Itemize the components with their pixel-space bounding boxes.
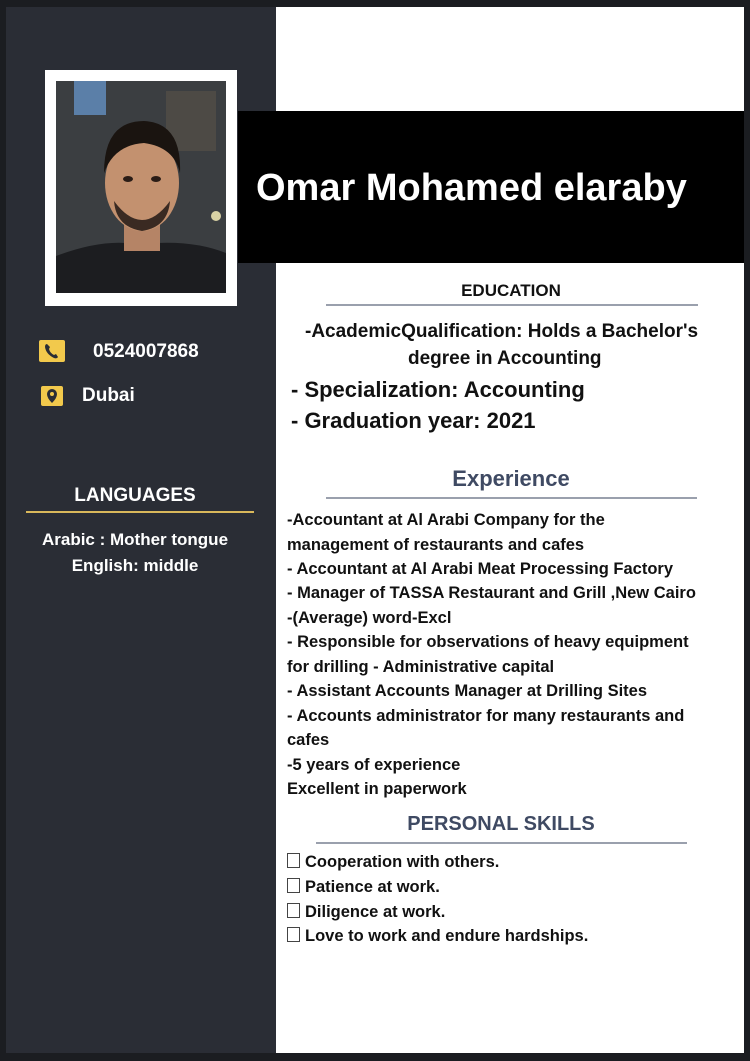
education-divider <box>326 304 698 306</box>
education-title: EDUCATION <box>461 281 561 300</box>
name-banner <box>238 111 744 263</box>
profile-photo <box>56 81 226 293</box>
phone-icon <box>39 340 65 362</box>
language-item: Arabic : Mother tongue <box>41 530 229 549</box>
map-pin-icon <box>41 386 63 406</box>
languages-divider <box>26 511 254 513</box>
experience-line: for drilling - Administrative capital <box>287 658 555 676</box>
resume-page <box>6 7 744 1053</box>
experience-line: - Assistant Accounts Manager at Drilling Sites <box>287 682 648 700</box>
experience-title: Experience <box>452 466 570 491</box>
skill-item <box>287 853 499 872</box>
checkbox-icon <box>287 878 300 893</box>
experience-line: -5 years of experience <box>287 756 461 774</box>
checkbox-icon <box>287 903 300 918</box>
education-graduation: - Graduation year: 2021 <box>291 408 536 433</box>
experience-line: cafes <box>287 731 330 749</box>
experience-divider <box>326 497 697 499</box>
skill-item <box>287 927 588 946</box>
checkbox-icon <box>287 853 300 868</box>
portrait-illustration <box>56 81 226 293</box>
skill-text: Cooperation with others. <box>305 853 500 871</box>
experience-line: -(Average) word-Excl <box>287 609 452 627</box>
language-item: English: middle <box>71 556 199 575</box>
profile-photo-frame <box>45 70 237 306</box>
skill-item <box>287 878 440 897</box>
skill-item <box>287 903 445 922</box>
location: Dubai <box>82 385 135 406</box>
experience-line: management of restaurants and cafes <box>287 536 585 554</box>
full-name: Omar Mohamed elaraby <box>256 167 687 209</box>
experience-line: - Accounts administrator for many restaurants and <box>287 707 685 725</box>
education-qualification: -AcademicQualification: Holds a Bachelor's <box>305 321 699 342</box>
skills-title: PERSONAL SKILLS <box>407 813 595 835</box>
education-specialization: - Specialization: Accounting <box>291 377 585 402</box>
checkbox-icon <box>287 927 300 942</box>
skill-text: Patience at work. <box>305 878 440 896</box>
skills-divider <box>316 842 687 844</box>
phone-number: 0524007868 <box>93 341 199 362</box>
experience-line: - Manager of TASSA Restaurant and Grill ,New Cairo <box>287 584 696 602</box>
experience-line: -Accountant at Al Arabi Company for the <box>287 511 605 529</box>
experience-line: Excellent in paperwork <box>287 780 467 798</box>
experience-line: - Accountant at Al Arabi Meat Processing Factory <box>287 560 673 578</box>
experience-line: - Responsible for observations of heavy equipment <box>287 633 689 651</box>
skill-text: Love to work and endure hardships. <box>305 927 589 945</box>
languages-title: LANGUAGES <box>74 485 196 506</box>
skill-text: Diligence at work. <box>305 903 446 921</box>
sidebar <box>6 7 276 1053</box>
education-qualification-cont: degree in Accounting <box>408 348 602 369</box>
